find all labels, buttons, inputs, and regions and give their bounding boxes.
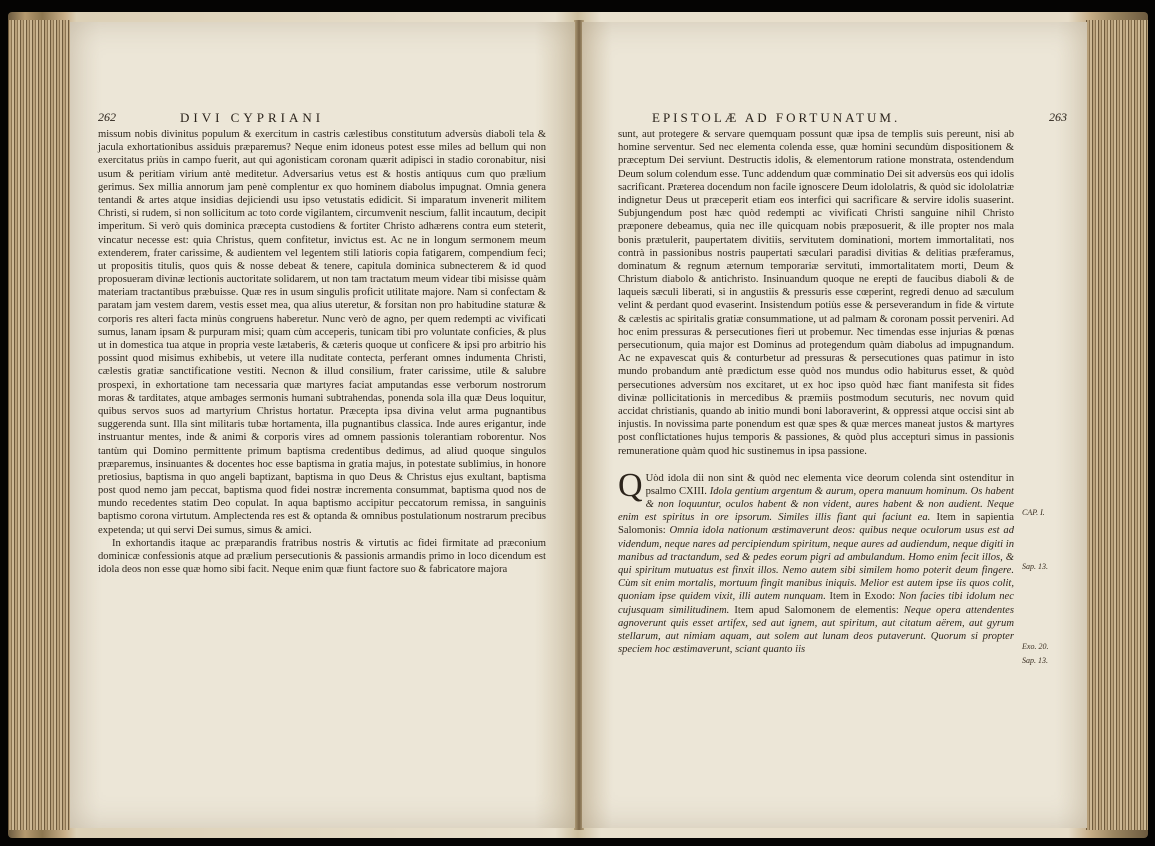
margin-note-cap: CAP. I. [1022,508,1045,517]
chapter-quote-2: Omnia idola nationum æstimaverunt deos: quibus neque oculorum usus est ad videndum, neque nares ad percipiendum spiritum, neque aures ad audiendum, neque digiti in manibus ad tractandum, sed & pedes eorum pigri ad ambulandum. Homo enim fecit illos, & qui spiritum mutuatus est finxit illos. Nemo autem sibi similem homo poterit deum fingere. Cùm sit enim mortalis, mortuum fingit manibus iniquis. Melior est autem ipse iis quos colit, quoniam ipse quidem vixit, illi autem nunquam. [618,525,1014,603]
left-body-text [98,128,546,576]
left-paragraph-2: In exhortandis itaque ac præparandis fratribus nostris & virtutis ac fidei firmitate ad præconium dominicæ confessionis atque ad prælium persecutionis & passionis armandis primo in loco dicendum est idola deos non esse quæ homo sibi facit. Neque enim quæ fiunt factore suo & fabricatore majora [98,537,546,576]
left-page [70,22,575,828]
right-body-text [618,128,1014,656]
open-book [8,12,1148,838]
chapter-quote-4: Neque opera attendentes agnoverunt quis esset artifex, sed aut ignem, aut spiritum, aut citatum aërem, aut gyrum stellarum, aut nimiam aquam, aut solem aut lunam deos putaverunt. Quorum si propter speciem hoc æstimaverunt, sciant quanto iis [618,604,1014,656]
chapter-text-1: Uòd idola dii non sint & quòd nec elementa vice deorum colenda sint ostenditur in psalmo CXIII. [645,472,1014,497]
right-paragraph-1: sunt, aut protegere & servare quemquam possunt quæ ipsa de templis suis pereunt, nisi ab homine serventur. Sed nec elementa colenda esse, quæ homini secundùm dispositionem & præceptum Dei serviunt. Destructis idolis, & elementorum ratione monstrata, ostendendum Deum solum colendum esse. Tunc addendum quæ comminatio Dei sit adversùs eos qui idolis sacrificant. Præterea docendum non facile ignoscere Deum idololatris, & quòd sic idololatriæ indignetur Deus ut præceperit etiam eos interfici qui sacrificare & servire idolis suaserint. Subjungendum post hæc quòd redempti ac vivificati Christi sanguine nihil Christo præponere debeamus, quia nec ille quicquam nobis præposuerit, & ille propter nos mala bonis prætulerit, paupertatem divitiis, servitutem dominationi, mortem immortalitati, nos contrà in passionibus nostris paupertati sæculari paradisi divitias & delitias præferamus, dominatum & regnum æternum temporariæ servituti, immortalitatem morti, Deum & Christum diabolo & antichristo. Insinuandum quoque ne erepti de faucibus diaboli & de laqueis sæculi liberati, si in angustiis & pressuris esse cœperint, regredi denuo ad sæculum velint & perdant quod evaserint. Insistendum potiùs esse & perseverandum in fide & virtute & cælestis ac spiritalis gratiæ consummatione, ut ad palmam & coronam possit perveniri. Ad hoc enim pressuras & persecutiones fieri ut probemur. Nec timendas esse injurias & pœnas persecutionum, quia major est Dominus ad protegendum quàm diabolus ad impugnandum. Ac ne expavescat quis & conturbetur ad pressuras & persecutiones quas patimur in isto mundo probandum antè prædictum esse quòd nos mundus odio habiturus esset, & quòd persecutiones adversùm nos excitaret, ut ex hoc ipso quòd hæc fiant manifesta sit fides divinæ pollicitationis in mercedibus & præmiis postmodum secuturis, nec novum quid accidat christianis, quando ab initio mundi boni laboraverint, & oppressi atque occisi sint ab injustis. In novissima parte ponendum est quæ spes & quæ merces maneat justos & martyres post conflictationes hujus temporis & passiones, & quòd plus accepturi simus in passionis remuneratione quàm quod hic sustinemus in ipsa passione. [618,129,1014,457]
right-page-edges [1086,20,1148,830]
left-page-number: 262 [98,110,116,124]
chapter-text-3: Item in Exodo: [829,591,896,603]
chapter-quote-3: Non facies tibi idolum nec cujusquam similitudinem. [618,591,1014,616]
margin-note-exo: Exo. 20. [1022,642,1049,651]
drop-cap: Q [618,466,643,504]
margin-note-sap-2: Sap. 13. [1022,656,1048,665]
chapter-paragraph [618,466,1014,657]
left-paragraph-1: missum nobis divinitus populum & exercitum in castris cælestibus constitutum adversùs diaboli tela & jacula exhortationibus assiduis præparemus? Neque enim idoneus potest esse miles ad bellum qui non exercitatus priùs in campo fuerit, aut qui agonisticam coronam quærit adipisci in stadio coronabitur, nisi usum & peritiam virium antè meditetur. Adversarius vetus est & hostis antiquus cum quo prælium gerimus. Sex millia annorum jam penè complentur ex quo hominem diabolus impugnat. Omnia genera tentandi & artes atque insidias dejiciendi usu ipso vetustatis edidicit. Si imparatum invenerit militem Christi, si rudem, si non sollicitum ac toto corde vigilantem, circumvenit nescium, fallit incautum, decipit imperitum. Si verò quis dominica præcepta custodiens & fortiter Christo adhærens contra eum steterit, vincatur necesse est: quia Christus, quem confitetur, invictus est. Ac ne in longum sermonem meum extenderem, frater carissime, & audientem vel legentem stili latioris copia fatigarem, compendium feci; ut propositis titulis, quos quis & nosse debeat & tenere, capitula dominica subnecterem & id quod proposueram divinæ lectionis auctoritate solidarem, ut non tam tractatum meum videar tibi misisse quàm materiam tractantibus præbuisse. Quæ res in usum singulis proficit utilitate majore. Nam si confectam & paratam jam vestem darem, vestis esset mea, qua alius uteretur, & forsitan non pro habitudine staturæ & corporis res alteri facta minùs congruens haberetur. Nunc verò de agno, per quem redempti ac vivificati sumus, lanam ipsam & purpuram misi; quam cùm acceperis, tunicam tibi pro voluntate conficies, & plus ut in domestica tua atque in propria veste lætaberis, & cæteris quoque ut conficere & ipsi pro arbitrio his possint quod misimus exhibebis, ut vetere illa nuditate contecta, perferant omnes indumenta Christi, cælestis gratiæ sanctificatione vestiti. Necnon & illud consilium, frater carissime, utile & salubre prospexi, in exhortatione tam necessaria quæ martyres faciat amputandas esse verborum nostrorum moras & tarditates, atque ambages sermonis humani subtrahendas, ponenda sola illa quæ Deus loquitur, quibus servos suos ad martyrium Christus hortatur. Præcepta ipsa divina velut arma pugnantibus suggerenda sunt. Illa sint militaris tubæ hortamenta, illa pugnantibus classica. Inde aures erigantur, inde instruantur mentes, inde & animi & corporis vires ad omnem passionis tolerantiam roborentur. Nos tantùm qui Domino permittente primum baptisma credentibus dedimus, ad aliud quoque singulos præparemus, insinuantes & docentes hoc esse baptisma in gratia majus, in potestate sublimius, in honore pretiosius, baptisma in quo angeli baptizant, baptisma in quo Deus & Christus ejus exultant, baptisma post quod nemo jam peccat, baptisma quod fidei nostræ incrementa consummat, baptisma quod nos de mundo recedentes statim Deo copulat. In aqua baptismo accipitur peccatorum remissa, in sanguinis baptismo corona virtutum. Amplectenda res est & optanda & omnibus postulationum nostrarum precibus expetenda; ut qui servi Dei sumus, simus & amici. [98,129,546,536]
chapter-text-4: Item apud Salomonem de elementis: [734,604,899,616]
right-running-header: EPISTOLÆ AD FORTUNATUM. [652,110,901,125]
chapter-text-2: Item in sapientia Salomonis: [618,512,1014,537]
margin-note-sap-1: Sap. 13. [1022,562,1048,571]
left-running-header: DIVI CYPRIANI [180,110,325,125]
right-page-number: 263 [1049,110,1067,124]
right-page [582,22,1087,828]
chapter-quote-1: Idola gentium argentum & aurum, opera manuum hominum. Os habent & non loquuntur, oculos habent & non vident, aures habent & non audient. Neque enim est spiritus in ore ipsorum. Similes illis fiant qui faciunt ea. [618,485,1014,524]
left-page-edges [8,20,70,830]
